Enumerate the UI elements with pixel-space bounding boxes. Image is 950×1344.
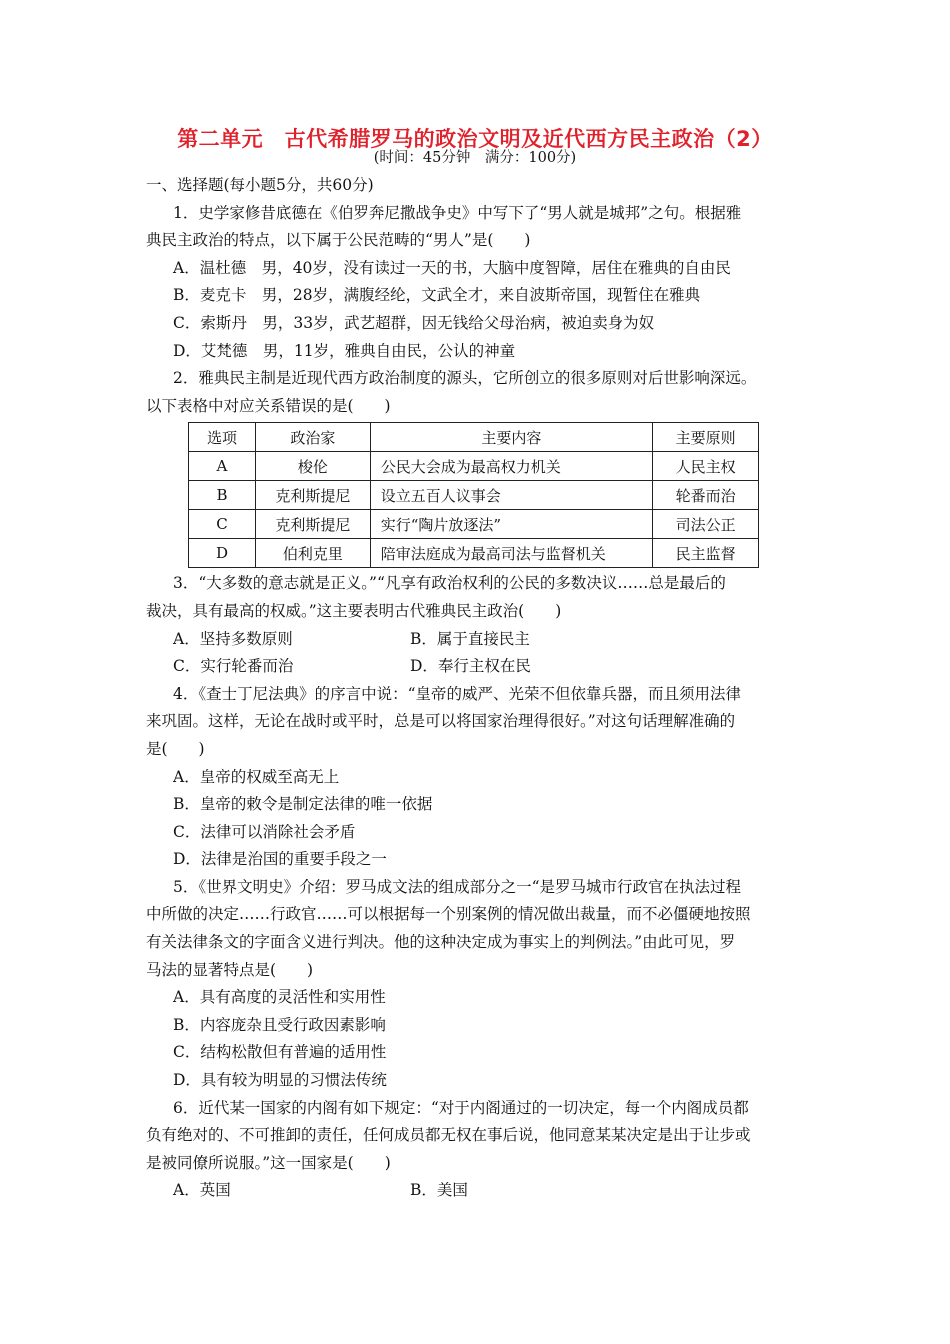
option-d[interactable]: D．艾梵德 男，11岁，雅典自由民，公认的神童 [173, 341, 516, 360]
question-text-line: 以下表格中对应关系错误的是( ) [146, 396, 391, 415]
question-1 [146, 200, 810, 366]
option-b[interactable]: B．皇帝的敕令是制定法律的唯一依据 [173, 795, 433, 814]
question-6 [146, 1095, 810, 1205]
table-cell: C [189, 510, 256, 539]
option-a[interactable]: A．坚持多数原则 [173, 629, 293, 648]
table-row [189, 481, 759, 510]
exam-content [146, 172, 810, 1205]
section-heading: 一、选择题(每小题5分，共60分) [146, 176, 374, 194]
question-3 [146, 570, 810, 680]
page-subtitle: (时间：45分钟 满分：100分) [373, 150, 577, 166]
option-c[interactable]: C．索斯丹 男，33岁，武艺超群，因无钱给父母治病，被迫卖身为奴 [173, 313, 655, 332]
table-cell: 克利斯提尼 [255, 481, 370, 510]
table-cell: D [189, 539, 256, 568]
question-text-line: 马法的显著特点是( ) [146, 960, 314, 979]
table-header-cell: 主要内容 [370, 423, 652, 452]
question-text-line: 典民主政治的特点，以下属于公民范畴的“男人”是( ) [146, 231, 531, 250]
table-cell: 公民大会成为最高权力机关 [370, 452, 652, 481]
question-5 [146, 874, 810, 1095]
question-4 [146, 681, 810, 874]
option-b[interactable]: B．美国 [410, 1181, 468, 1200]
option-b[interactable]: B．属于直接民主 [410, 629, 530, 648]
question-text-line: 是被同僚所说服。”这一国家是( ) [146, 1153, 391, 1172]
table-cell: 梭伦 [255, 452, 370, 481]
options-row [146, 653, 810, 681]
option-a[interactable]: A．温杜德 男，40岁，没有读过一天的书，大脑中度智障，居住在雅典的自由民 [173, 258, 731, 277]
options-row [146, 1177, 810, 1205]
option-c[interactable]: C．实行轮番而治 [173, 657, 294, 676]
option-b[interactable]: B．麦克卡 男，28岁，满腹经纶，文武全才，来自波斯帝国，现暂住在雅典 [173, 286, 701, 305]
question-text-line: 2．雅典民主制是近现代西方政治制度的源头，它所创立的很多原则对后世影响深远。 [173, 369, 757, 388]
question-2 [146, 365, 810, 568]
option-a[interactable]: A．具有高度的灵活性和实用性 [173, 988, 386, 1007]
table-row [189, 539, 759, 568]
option-a[interactable]: A．英国 [173, 1181, 231, 1200]
question-2-table [188, 422, 759, 568]
page-title: 第二单元 古代希腊罗马的政治文明及近代西方民主政治（2） [177, 127, 773, 151]
table-cell: A [189, 452, 256, 481]
option-d[interactable]: D．法律是治国的重要手段之一 [173, 850, 387, 869]
option-c[interactable]: C．结构松散但有普遍的适用性 [173, 1043, 387, 1062]
table-cell: 民主监督 [653, 539, 759, 568]
table-cell: 司法公正 [653, 510, 759, 539]
question-text-line: 负有绝对的、不可推卸的责任，任何成员都无权在事后说，他同意某某决定是出于让步或 [146, 1126, 751, 1145]
option-d[interactable]: D．具有较为明显的习惯法传统 [173, 1071, 387, 1090]
question-text-line: 6．近代某一国家的内阁有如下规定：“对于内阁通过的一切决定，每一个内阁成员都 [173, 1098, 749, 1117]
table-cell: B [189, 481, 256, 510]
table-cell: 设立五百人议事会 [370, 481, 652, 510]
question-text-line: 有关法律条文的字面含义进行判决。他的这种决定成为事实上的判例法。”由此可见，罗 [146, 933, 736, 952]
table-row [189, 510, 759, 539]
question-text-line: 1．史学家修昔底德在《伯罗奔尼撒战争史》中写下了“男人就是城邦”之句。根据雅 [173, 203, 742, 222]
question-text-line: 来巩固。这样，无论在战时或平时，总是可以将国家治理得很好。”对这句话理解准确的 [146, 712, 736, 731]
question-text-line: 裁决，具有最高的权威。”这主要表明古代雅典民主政治( ) [146, 601, 562, 620]
table-cell: 陪审法庭成为最高司法与监督机关 [370, 539, 652, 568]
question-text-line: 3．“大多数的意志就是正义。”“凡享有政治权利的公民的多数决议……总是最后的 [173, 574, 726, 593]
table-header-row [189, 423, 759, 452]
option-d[interactable]: D．奉行主权在民 [410, 657, 531, 676]
table-cell: 伯利克里 [255, 539, 370, 568]
option-a[interactable]: A．皇帝的权威至高无上 [173, 767, 340, 786]
table-cell: 轮番而治 [653, 481, 759, 510]
table-header-cell: 主要原则 [653, 423, 759, 452]
table-header-cell: 政治家 [255, 423, 370, 452]
table-row [189, 452, 759, 481]
table-cell: 人民主权 [653, 452, 759, 481]
question-text-line: 中所做的决定……行政官……可以根据每一个别案例的情况做出裁量，而不必僵硬地按照 [146, 905, 751, 924]
options-row [146, 626, 810, 654]
table-cell: 克利斯提尼 [255, 510, 370, 539]
option-b[interactable]: B．内容庞杂且受行政因素影响 [173, 1015, 386, 1034]
question-text-line: 5．《世界文明史》介绍：罗马成文法的组成部分之一“是罗马城市行政官在执法过程 [173, 877, 742, 896]
question-text-line: 是( ) [146, 739, 205, 758]
option-c[interactable]: C．法律可以消除社会矛盾 [173, 822, 356, 841]
table-cell: 实行“陶片放逐法” [370, 510, 652, 539]
question-text-line: 4．《查士丁尼法典》的序言中说：“皇帝的威严、光荣不但依靠兵器，而且须用法律 [173, 684, 742, 703]
table-header-cell: 选项 [189, 423, 256, 452]
